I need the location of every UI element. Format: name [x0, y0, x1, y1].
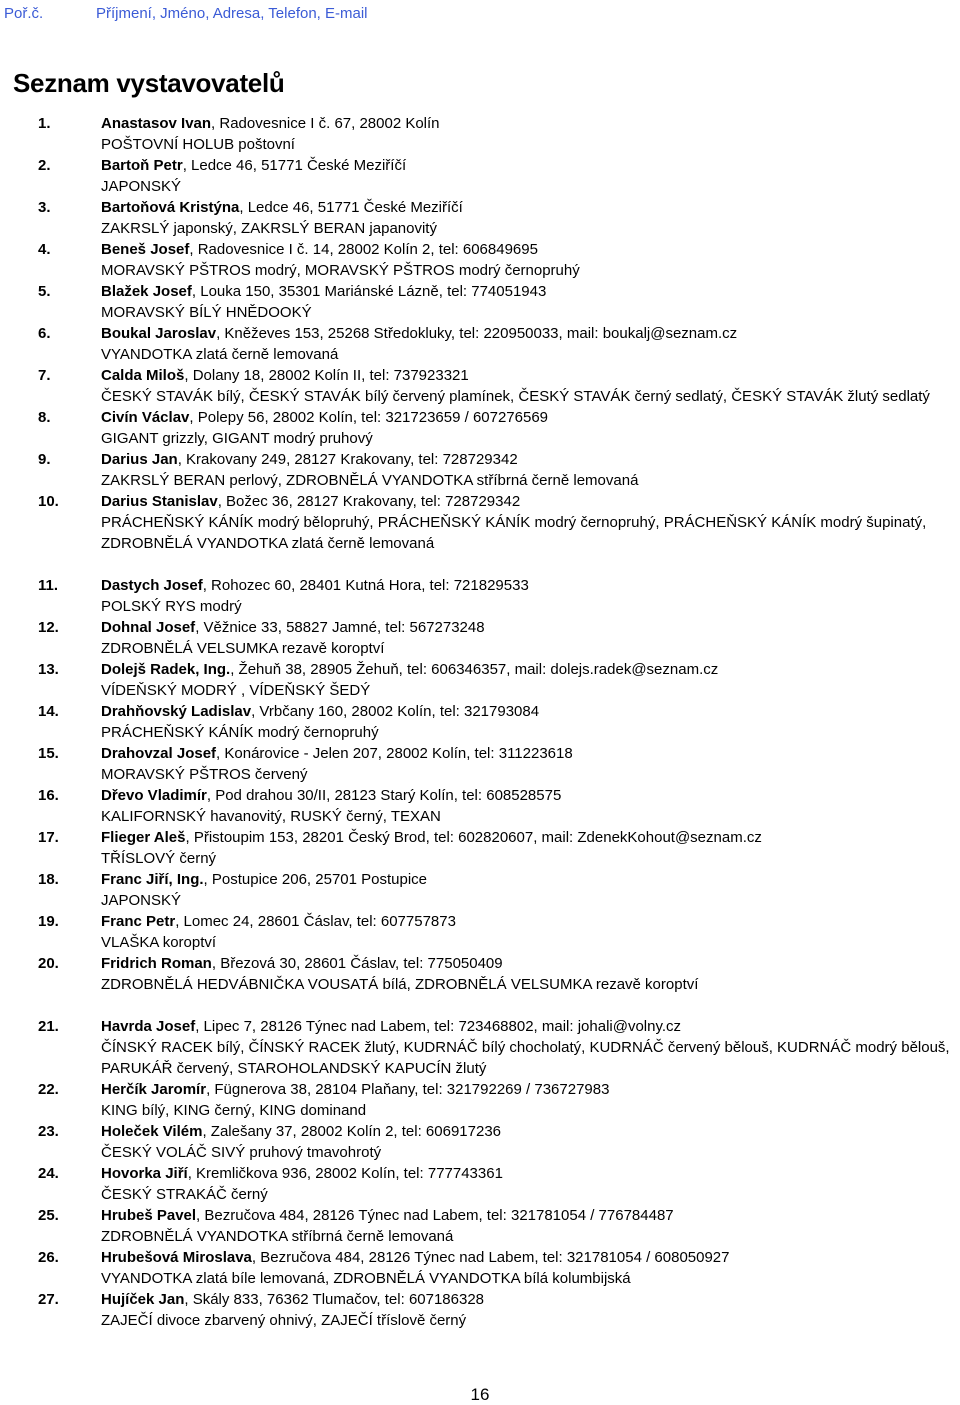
entry-breeds-line: PRÁCHEŇSKÝ KÁNÍK modrý černopruhý: [101, 724, 379, 741]
exhibitor-entry: [0, 575, 960, 617]
entry-contact-line: [101, 785, 960, 806]
entry-body: [101, 239, 960, 281]
exhibitor-entry: [0, 113, 960, 155]
entry-breeds-line: JAPONSKÝ: [101, 178, 182, 195]
entry-number: 14.: [38, 703, 59, 720]
entry-body: [101, 1205, 960, 1247]
entry-body: [101, 365, 960, 407]
exhibitor-entry: [0, 869, 960, 911]
entry-body: [101, 575, 960, 617]
entry-contact-line: [101, 1079, 960, 1100]
entry-contact-line: [101, 827, 960, 848]
entry-contact-line: [101, 1016, 960, 1037]
entry-contact-line: [101, 1163, 960, 1184]
exhibitor-address: , Lomec 24, 28601 Čáslav, tel: 607757873: [175, 913, 456, 930]
entry-number: 22.: [38, 1081, 59, 1098]
entry-contact-line: [101, 617, 960, 638]
exhibitor-entry: [0, 407, 960, 449]
exhibitor-name: Hovorka Jiří: [101, 1165, 188, 1182]
entry-body: [101, 113, 960, 155]
entry-breeds-line: ZDROBNĚLÁ HEDVÁBNIČKA VOUSATÁ bílá, ZDROBNĚLÁ VELSUMKA rezavě koroptví: [101, 976, 699, 993]
entry-number: 1.: [38, 115, 51, 132]
entry-contact-line: [101, 659, 960, 680]
entry-number: 11.: [38, 577, 59, 594]
exhibitor-entry: [0, 1079, 960, 1121]
exhibitor-name: Havrda Josef: [101, 1018, 196, 1035]
entry-body: [101, 1247, 960, 1289]
exhibitor-address: , Postupice 206, 25701 Postupice: [203, 871, 428, 888]
entry-contact-line: [101, 953, 960, 974]
entry-body: [101, 827, 960, 869]
exhibitor-entry: [0, 911, 960, 953]
entry-number: 4.: [38, 241, 51, 258]
entry-number: 23.: [38, 1123, 59, 1140]
exhibitor-address: , Vrbčany 160, 28002 Kolín, tel: 321793084: [251, 703, 540, 720]
exhibitor-address: , Louka 150, 35301 Mariánské Lázně, tel: 774051943: [191, 283, 547, 300]
exhibitor-address: , Rohozec 60, 28401 Kutná Hora, tel: 721829533: [202, 577, 529, 594]
page-header: [0, 0, 960, 30]
exhibitor-name: Bartoňová Kristýna: [101, 199, 240, 216]
entry-number: 24.: [38, 1165, 59, 1182]
exhibitor-name: Hrubešová Miroslava: [101, 1249, 252, 1266]
exhibitor-address: , Radovesnice I č. 67, 28002 Kolín: [211, 115, 440, 132]
entry-breeds-line: ZAKRSLÝ japonský, ZAKRSLÝ BERAN japanovitý: [101, 220, 437, 237]
entry-contact-line: [101, 449, 960, 470]
entry-body: [101, 407, 960, 449]
exhibitor-entry: [0, 1205, 960, 1247]
exhibitor-address: , Zalešany 37, 28002 Kolín 2, tel: 606917236: [202, 1123, 502, 1140]
exhibitor-name: Flieger Aleš: [101, 829, 186, 846]
entry-number: 7.: [38, 367, 51, 384]
entry-contact-line: [101, 743, 960, 764]
entry-body: [101, 1121, 960, 1163]
exhibitor-address: , Lipec 7, 28126 Týnec nad Labem, tel: 723468802, mail: johali@volny.cz: [195, 1018, 682, 1035]
entry-breeds-line: MORAVSKÝ BÍLÝ HNĚDOOKÝ: [101, 304, 312, 321]
entry-body: [101, 1289, 960, 1331]
header-number-column: Poř.č.: [4, 5, 44, 22]
exhibitor-address: , Bezručova 484, 28126 Týnec nad Labem, tel: 321781054 / 608050927: [251, 1249, 730, 1266]
exhibitor-name: Hrubeš Pavel: [101, 1207, 197, 1224]
exhibitor-address: , Krakovany 249, 28127 Krakovany, tel: 728729342: [177, 451, 518, 468]
exhibitor-name: Beneš Josef: [101, 241, 190, 258]
entry-contact-line: [101, 491, 960, 512]
exhibitor-name: Darius Stanislav: [101, 493, 218, 510]
entry-number: 12.: [38, 619, 59, 636]
entry-contact-line: [101, 911, 960, 932]
entry-number: 16.: [38, 787, 59, 804]
entry-contact-line: [101, 869, 960, 890]
exhibitor-name: Darius Jan: [101, 451, 178, 468]
entry-breeds-line: ZAJEČÍ divoce zbarvený ohnivý, ZAJEČÍ tříslově černý: [101, 1312, 467, 1329]
header-details-column: Příjmení, Jméno, Adresa, Telefon, E-mail: [96, 5, 368, 22]
entry-body: [101, 449, 960, 491]
entry-contact-line: [101, 365, 960, 386]
entry-breeds-line: MORAVSKÝ PŠTROS modrý, MORAVSKÝ PŠTROS modrý černopruhý: [101, 262, 580, 279]
entry-body: [101, 659, 960, 701]
entry-breeds-line: PRÁCHEŇSKÝ KÁNÍK modrý bělopruhý, PRÁCHEŇSKÝ KÁNÍK modrý černopruhý, PRÁCHEŇSKÝ KÁNÍK modrý šupinatý,: [101, 514, 927, 531]
entry-breeds-line: ZAKRSLÝ BERAN perlový, ZDROBNĚLÁ VYANDOTKA stříbrná černě lemovaná: [101, 472, 639, 489]
entry-breeds-line: ZDROBNĚLÁ VYANDOTKA stříbrná černě lemovaná: [101, 1228, 454, 1245]
exhibitor-entry: [0, 659, 960, 701]
entry-number: 25.: [38, 1207, 59, 1224]
exhibitor-address: , Kremličkova 936, 28002 Kolín, tel: 777743361: [187, 1165, 503, 1182]
entry-body: [101, 1016, 960, 1079]
entry-contact-line: [101, 281, 960, 302]
entry-body: [101, 617, 960, 659]
exhibitor-address: , Radovesnice I č. 14, 28002 Kolín 2, tel: 606849695: [189, 241, 538, 258]
exhibitor-entry: [0, 197, 960, 239]
exhibitor-entry: [0, 1121, 960, 1163]
entry-breeds-line: PARUKÁŘ červený, STAROHOLANDSKÝ KAPUCÍN žlutý: [101, 1060, 487, 1077]
exhibitor-name: Dastych Josef: [101, 577, 203, 594]
entry-breeds-line: VÍDEŇSKÝ MODRÝ , VÍDEŇSKÝ ŠEDÝ: [101, 682, 371, 699]
exhibitor-name: Holeček Vilém: [101, 1123, 203, 1140]
entry-body: [101, 701, 960, 743]
entry-contact-line: [101, 113, 960, 134]
entry-number: 19.: [38, 913, 59, 930]
entry-contact-line: [101, 1121, 960, 1142]
exhibitor-address: , Polepy 56, 28002 Kolín, tel: 321723659 / 607276569: [189, 409, 549, 426]
entry-breeds-line: VYANDOTKA zlatá černě lemovaná: [101, 346, 339, 363]
entry-contact-line: [101, 407, 960, 428]
entry-breeds-line: ČESKÝ VOLÁČ SIVÝ pruhový tmavohrotý: [101, 1144, 382, 1161]
entry-contact-line: [101, 155, 960, 176]
entry-number: 2.: [38, 157, 51, 174]
entry-number: 13.: [38, 661, 59, 678]
entry-breeds-line: TŘÍSLOVÝ černý: [101, 850, 217, 867]
entry-body: [101, 743, 960, 785]
exhibitor-entry: [0, 323, 960, 365]
exhibitor-entry: [0, 281, 960, 323]
entry-breeds-line: ČÍNSKÝ RACEK bílý, ČÍNSKÝ RACEK žlutý, KUDRNÁČ bílý chocholatý, KUDRNÁČ červený bělouš, KUDRNÁČ modrý bělouš,: [101, 1039, 950, 1056]
exhibitor-name: Franc Petr: [101, 913, 176, 930]
entry-number: 26.: [38, 1249, 59, 1266]
entry-body: [101, 1079, 960, 1121]
entry-breeds-line: ZDROBNĚLÁ VELSUMKA rezavě koroptví: [101, 640, 385, 657]
entry-body: [101, 197, 960, 239]
entry-breeds-line: KALIFORNSKÝ havanovitý, RUSKÝ černý, TEXAN: [101, 808, 441, 825]
entry-number: 18.: [38, 871, 59, 888]
entry-breeds-line: VLAŠKA koroptví: [101, 934, 217, 951]
exhibitor-address: , Kněževes 153, 25268 Středokluky, tel: 220950033, mail: boukalj@seznam.cz: [216, 325, 738, 342]
entry-breeds-line: GIGANT grizzly, GIGANT modrý pruhový: [101, 430, 373, 447]
exhibitor-entry: [0, 1247, 960, 1289]
exhibitor-name: Dohnal Josef: [101, 619, 196, 636]
entry-breeds-line: KING bílý, KING černý, KING dominand: [101, 1102, 367, 1119]
exhibitor-address: , Dolany 18, 28002 Kolín II, tel: 737923321: [184, 367, 469, 384]
exhibitor-address: , Pod drahou 30/II, 28123 Starý Kolín, tel: 608528575: [206, 787, 562, 804]
exhibitor-address: , Březová 30, 28601 Čáslav, tel: 775050409: [211, 955, 503, 972]
entry-contact-line: [101, 1289, 960, 1310]
exhibitor-entry: [0, 1163, 960, 1205]
entry-contact-line: [101, 323, 960, 344]
entry-number: 27.: [38, 1291, 59, 1308]
exhibitor-address: , Konárovice - Jelen 207, 28002 Kolín, tel: 311223618: [216, 745, 573, 762]
entry-contact-line: [101, 1205, 960, 1226]
entry-breeds-line: JAPONSKÝ: [101, 892, 182, 909]
entry-number: 17.: [38, 829, 59, 846]
entry-number: 9.: [38, 451, 51, 468]
entry-contact-line: [101, 1247, 960, 1268]
exhibitor-entry: [0, 701, 960, 743]
entry-contact-line: [101, 197, 960, 218]
exhibitor-entry: [0, 827, 960, 869]
exhibitor-address: , Přistoupim 153, 28201 Český Brod, tel: 602820607, mail: ZdenekKohout@seznam.cz: [185, 829, 762, 846]
exhibitor-name: Bartoň Petr: [101, 157, 183, 174]
exhibitor-address: , Ledce 46, 51771 České Meziříčí: [182, 157, 407, 174]
entry-number: 3.: [38, 199, 51, 216]
exhibitor-name: Hujíček Jan: [101, 1291, 185, 1308]
entry-contact-line: [101, 701, 960, 722]
entry-body: [101, 1163, 960, 1205]
exhibitor-name: Anastasov Ivan: [101, 115, 212, 132]
entry-body: [101, 911, 960, 953]
exhibitor-address: , Věžnice 33, 58827 Jamné, tel: 567273248: [195, 619, 485, 636]
exhibitor-list: [0, 113, 960, 1331]
entry-number: 20.: [38, 955, 59, 972]
page-title: Seznam vystavovatelů: [13, 68, 285, 98]
entry-number: 8.: [38, 409, 51, 426]
exhibitor-name: Civín Václav: [101, 409, 190, 426]
entry-number: 6.: [38, 325, 51, 342]
exhibitor-address: , Božec 36, 28127 Krakovany, tel: 728729342: [217, 493, 521, 510]
exhibitor-name: Calda Miloš: [101, 367, 185, 384]
entry-breeds-line: ZDROBNĚLÁ VYANDOTKA zlatá černě lemovaná: [101, 535, 435, 552]
exhibitor-entry: [0, 953, 960, 995]
entry-breeds-line: ČESKÝ STAVÁK bílý, ČESKÝ STAVÁK bílý červený plamínek, ČESKÝ STAVÁK černý sedlatý, ČESKÝ STAVÁK žlutý sedlatý: [101, 388, 930, 405]
exhibitor-address: , Bezručova 484, 28126 Týnec nad Labem, tel: 321781054 / 776784487: [196, 1207, 674, 1224]
entry-body: [101, 491, 960, 554]
exhibitor-entry: [0, 1289, 960, 1331]
exhibitor-address: , Žehuň 38, 28905 Žehuň, tel: 606346357, mail: dolejs.radek@seznam.cz: [230, 661, 719, 678]
exhibitor-address: , Ledce 46, 51771 České Meziříčí: [239, 199, 463, 216]
exhibitor-entry: [0, 617, 960, 659]
entry-contact-line: [101, 575, 960, 596]
exhibitor-entry: [0, 239, 960, 281]
entry-breeds-line: ČESKÝ STRAKÁČ černý: [101, 1186, 268, 1203]
exhibitor-entry: [0, 785, 960, 827]
entry-body: [101, 953, 960, 995]
entry-body: [101, 155, 960, 197]
exhibitor-entry: [0, 491, 960, 554]
entry-body: [101, 281, 960, 323]
entry-number: 10.: [38, 493, 59, 510]
entry-body: [101, 869, 960, 911]
entry-breeds-line: MORAVSKÝ PŠTROS červený: [101, 766, 308, 783]
entry-breeds-line: VYANDOTKA zlatá bíle lemovaná, ZDROBNĚLÁ VYANDOTKA bílá kolumbijská: [101, 1270, 631, 1287]
exhibitor-address: , Fügnerova 38, 28104 Plaňany, tel: 321792269 / 736727983: [206, 1081, 610, 1098]
page-number: 16: [470, 1385, 490, 1404]
exhibitor-name: Dolejš Radek, Ing.: [101, 661, 231, 678]
exhibitor-entry: [0, 743, 960, 785]
entry-contact-line: [101, 239, 960, 260]
exhibitor-address: , Skály 833, 76362 Tlumačov, tel: 607186328: [184, 1291, 485, 1308]
exhibitor-name: Fridrich Roman: [101, 955, 212, 972]
exhibitor-name: Boukal Jaroslav: [101, 325, 217, 342]
exhibitor-name: Dřevo Vladimír: [101, 787, 207, 804]
exhibitor-name: Blažek Josef: [101, 283, 192, 300]
exhibitor-entry: [0, 155, 960, 197]
exhibitor-entry: [0, 365, 960, 407]
exhibitor-name: Franc Jiří, Ing.: [101, 871, 204, 888]
exhibitor-entry: [0, 1016, 960, 1079]
entry-body: [101, 323, 960, 365]
entry-body: [101, 785, 960, 827]
exhibitor-name: Drahovzal Josef: [101, 745, 217, 762]
entry-breeds-line: POŠTOVNÍ HOLUB poštovní: [101, 136, 295, 153]
entry-number: 21.: [38, 1018, 59, 1035]
entry-number: 5.: [38, 283, 51, 300]
entry-number: 15.: [38, 745, 59, 762]
exhibitor-name: Herčík Jaromír: [101, 1081, 207, 1098]
exhibitor-entry: [0, 449, 960, 491]
entry-breeds-line: POLSKÝ RYS modrý: [101, 598, 242, 615]
exhibitor-name: Drahňovský Ladislav: [101, 703, 252, 720]
